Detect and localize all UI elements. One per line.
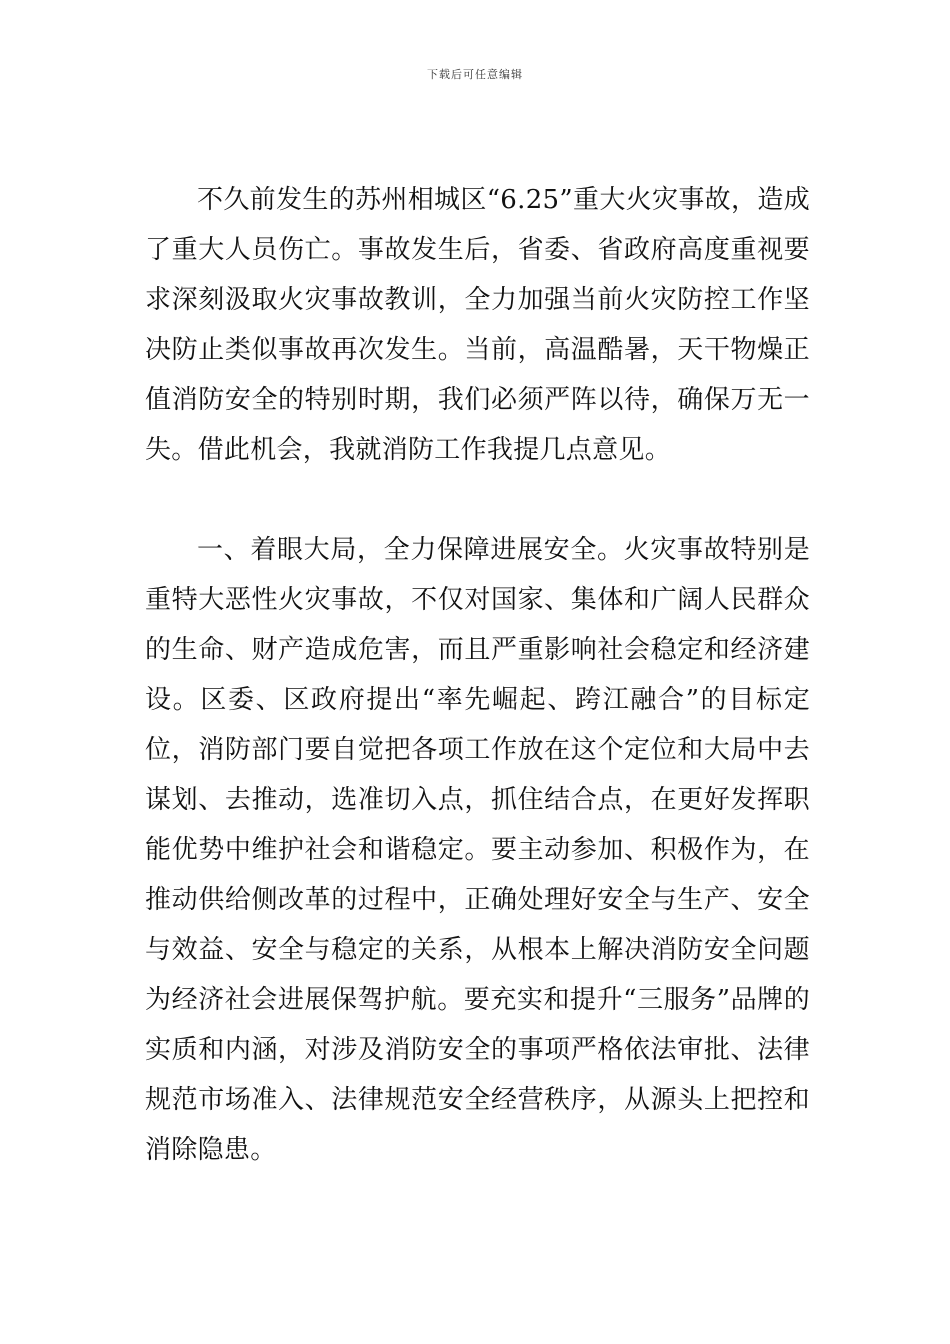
body-paragraph-section-one bbox=[145, 525, 810, 1175]
body-paragraph-intro bbox=[145, 175, 810, 475]
paragraph-text: 不久前发生的苏州相城区“6.25”重大火灾事故，造成了重大人员伤亡。事故发生后，省委、省政府高度重视要求深刻汲取火灾事故教训，全力加强当前火灾防控工作坚决防止类似事故再次发生。当前，高温酷暑，天干物燥正值消防安全的特别时期，我们必须严阵以待，确保万无一失。借此机会，我就消防工作我提几点意见。 bbox=[145, 185, 810, 465]
paragraph-text: 一、着眼大局，全力保障进展安全。火灾事故特别是重特大恶性火灾事故，不仅对国家、集体和广阔人民群众的生命、财产造成危害，而且严重影响社会稳定和经济建设。区委、区政府提出“率先崛起、跨江融合”的目标定位，消防部门要自觉把各项工作放在这个定位和大局中去谋划、去推动，选准切入点，抓住结合点，在更好发挥职能优势中维护社会和谐稳定。要主动参加、积极作为，在推动供给侧改革的过程中，正确处理好安全与生产、安全与效益、安全与稳定的关系，从根本上解决消防安全问题为经济社会进展保驾护航。要充实和提升“三服务”品牌的实质和内涵，对涉及消防安全的事项严格依法审批、法律规范市场准入、法律规范安全经营秩序，从源头上把控和消除隐患。 bbox=[145, 535, 810, 1165]
page-header-note: 下载后可任意编辑 bbox=[427, 68, 523, 81]
